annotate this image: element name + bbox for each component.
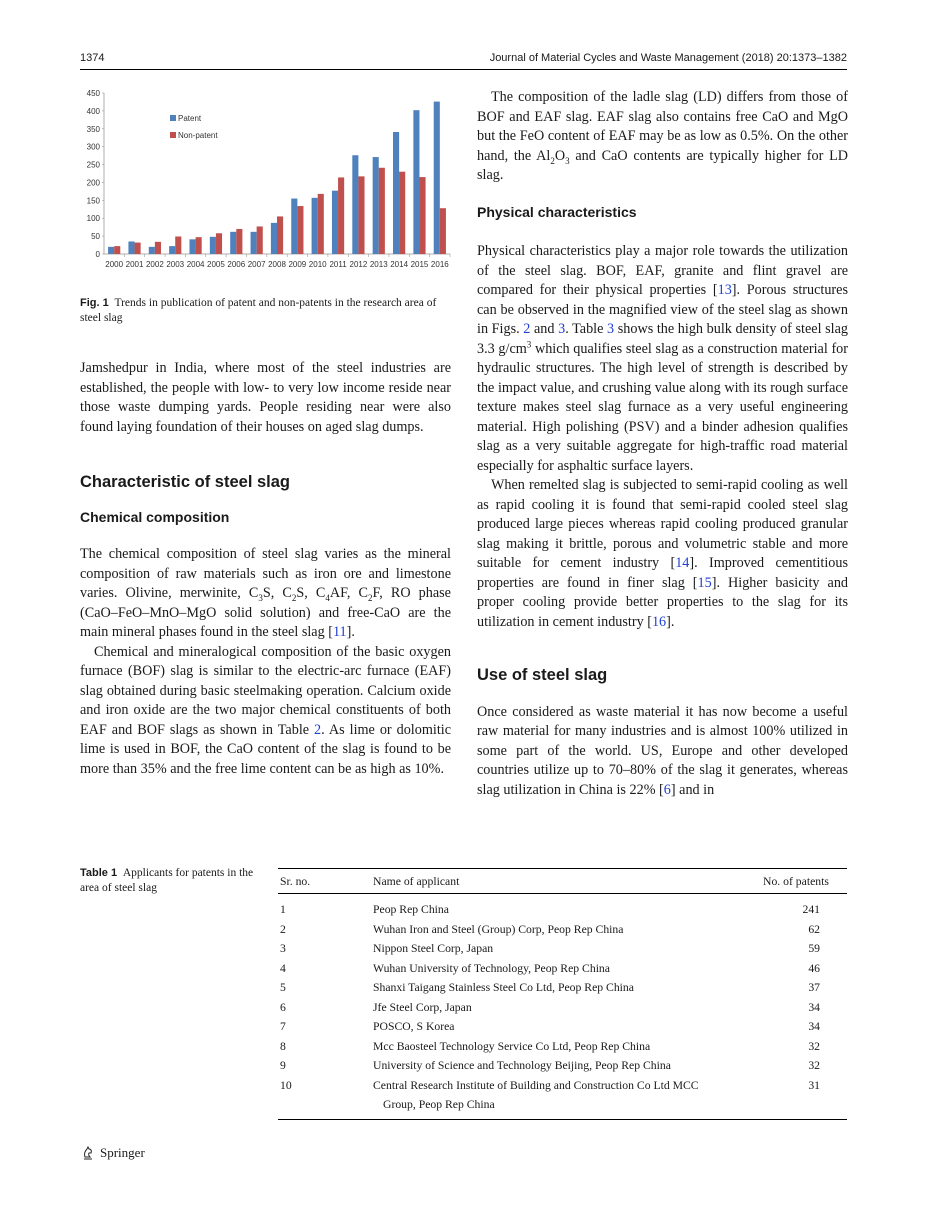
figure-2-link[interactable]: 2 [523, 321, 531, 337]
citation-link-14[interactable]: 14 [675, 555, 690, 571]
bar-non-patent-2016 [440, 208, 446, 254]
cell-applicant: POSCO, S Korea [373, 1020, 455, 1033]
x-tick-label: 2000 [105, 260, 124, 269]
cell-sr-no: 8 [280, 1039, 286, 1053]
bar-patent-2016 [434, 102, 440, 254]
bar-non-patent-2013 [379, 168, 385, 254]
bar-non-patent-2006 [236, 229, 242, 254]
bar-non-patent-2001 [135, 243, 141, 254]
table-body [278, 894, 847, 1119]
y-tick-label: 150 [86, 196, 100, 206]
cell-patent-count: 241 [802, 903, 820, 916]
bar-non-patent-2002 [155, 242, 161, 254]
bar-patent-2014 [393, 132, 399, 254]
bar-non-patent-2014 [399, 172, 405, 254]
citation-link-6[interactable]: 6 [663, 781, 671, 798]
cell-patent-count: 34 [808, 1000, 820, 1014]
bar-patent-2015 [413, 110, 419, 254]
paragraph-intro: Jamshedpur in India, where most of the steel industries are established, the people with low- to very low income reside near those waste dumping yards. People residing near were also found laying foundation of their houses on aged slag dumps. [80, 360, 451, 435]
paragraph-chemical-2: Chemical and mineralogical composition of the basic oxygen furnace (BOF) slag is similar to the electric-arc furnace (EAF) slag obtained during basic steelmaking operation. Calcium oxide and iron oxide are the two major chemical constituents of both EAF and BOF slags as shown in Table 2. As lime or dolomitic lime is used in BOF, the CaO content of the slag is found to be more than 35% and the free lime content can be as high as 10%. [80, 643, 451, 777]
bar-non-patent-2007 [257, 226, 263, 254]
y-tick-label: 0 [95, 250, 100, 259]
bar-non-patent-2011 [338, 177, 344, 254]
x-tick-label: 2008 [268, 260, 286, 269]
subsection-title-physical: Physical characteristics [477, 203, 637, 220]
bar-chart [80, 88, 452, 276]
cell-sr-no: 6 [280, 1000, 286, 1014]
x-tick-label: 2014 [390, 260, 409, 269]
x-tick-label: 2002 [145, 260, 164, 269]
citation-link-11[interactable]: 11 [332, 624, 347, 640]
x-tick-label: 2003 [166, 260, 185, 269]
bar-patent-2005 [210, 237, 216, 254]
bar-non-patent-2009 [297, 206, 303, 254]
legend-swatch-non-patent [170, 132, 176, 138]
cell-patent-count: 34 [808, 1020, 820, 1033]
cell-applicant: Mcc Baosteel Technology Service Co Ltd, Peop Rep China [373, 1039, 651, 1053]
springer-knight-icon [80, 1145, 96, 1161]
figure-3-link[interactable]: 3 [558, 321, 566, 337]
cell-applicant: Nippon Steel Corp, Japan [373, 942, 494, 955]
cell-applicant: Wuhan Iron and Steel (Group) Corp, Peop Rep China [373, 922, 624, 936]
cell-applicant: Central Research Institute of Building and Construction Co Ltd MCC Group, Peop Rep China [373, 1078, 699, 1111]
table-row [278, 1017, 847, 1037]
right-column [477, 88, 848, 800]
table-row [278, 959, 847, 979]
cell-sr-no: 9 [280, 1059, 286, 1072]
publisher-name: Springer [100, 1145, 145, 1160]
y-tick-label: 50 [91, 232, 100, 242]
bar-patent-2008 [271, 223, 277, 254]
y-tick-label: 100 [86, 214, 100, 224]
legend-label: Patent [178, 114, 202, 123]
cell-applicant: Jfe Steel Corp, Japan [373, 1000, 472, 1014]
cell-applicant: Peop Rep China [373, 903, 449, 916]
table-2-link[interactable]: 2 [314, 721, 322, 738]
header-rule [80, 69, 847, 70]
table-3-link[interactable]: 3 [607, 321, 615, 337]
table-header-row [278, 869, 847, 893]
running-header [80, 50, 847, 68]
bar-non-patent-2003 [175, 236, 181, 254]
bar-patent-2002 [149, 247, 155, 254]
cell-patent-count: 62 [808, 922, 820, 936]
cell-applicant: Shanxi Taigang Stainless Steel Co Ltd, Peop Rep China [373, 981, 634, 994]
table-row [278, 920, 847, 940]
cell-applicant: University of Science and Technology Beijing, Peop Rep China [373, 1059, 671, 1072]
cell-sr-no: 3 [280, 942, 286, 955]
x-tick-label: 2006 [227, 260, 246, 269]
applicants-table [278, 868, 847, 1120]
y-tick-label: 450 [86, 89, 100, 98]
paragraph-use: Once considered as waste material it has now become a useful raw material for many industries and is almost 100% utilized in some part of the world. US, Europe and other developed countries utilize up to 70–80% of the slag it generates, whereas slag utilization in China is 22% [6] and in [477, 703, 848, 798]
paragraph-ladle: The composition of the ladle slag (LD) differs from those of BOF and EAF slag. EAF slag also contains free CaO and MgO but the FeO content of EAF may be as low as 0.5%. On the other hand, the $Al_2O_3$ and CaO contents are typically higher for LD slag. [477, 89, 848, 183]
bar-patent-2000 [108, 247, 114, 254]
x-tick-label: 2013 [369, 260, 388, 269]
bar-non-patent-2008 [277, 216, 283, 254]
bar-non-patent-2004 [196, 237, 202, 254]
bar-patent-2012 [352, 155, 358, 254]
citation-link-16[interactable]: 16 [651, 613, 667, 630]
column-header-applicant: Name of applicant [373, 874, 460, 888]
bar-non-patent-2015 [419, 177, 425, 254]
x-tick-label: 2004 [186, 260, 205, 269]
bar-non-patent-2010 [318, 194, 324, 254]
bar-patent-2006 [230, 232, 236, 254]
journal-citation: Journal of Material Cycles and Waste Management (2018) 20:1373–1382 [489, 52, 847, 64]
legend-label: Non-patent [178, 131, 218, 140]
table-row [278, 1056, 847, 1076]
cell-sr-no: 7 [280, 1020, 286, 1033]
bar-patent-2007 [251, 232, 257, 254]
figure-caption [80, 296, 452, 326]
subsection-title-chemical: Chemical composition [80, 508, 230, 525]
bar-non-patent-2005 [216, 233, 222, 254]
y-tick-label: 350 [86, 124, 100, 134]
y-tick-label: 300 [86, 142, 100, 152]
table-label: Table 1 [80, 867, 118, 879]
table-row [278, 998, 847, 1018]
x-tick-label: 2011 [329, 260, 347, 269]
cell-sr-no: 2 [280, 922, 286, 936]
bar-patent-2011 [332, 191, 338, 254]
page-number: 1374 [80, 52, 105, 64]
bar-patent-2009 [291, 199, 297, 254]
table-caption-text: Applicants for patents in the area of steel slag [80, 867, 254, 894]
x-tick-label: 2010 [308, 260, 327, 269]
x-tick-label: 2007 [247, 260, 266, 269]
left-column [80, 359, 451, 779]
bar-patent-2010 [312, 198, 318, 254]
bar-patent-2001 [128, 241, 134, 254]
table-bottom-rule [278, 1119, 847, 1120]
x-tick-label: 2012 [349, 260, 368, 269]
x-tick-label: 2009 [288, 260, 307, 269]
x-tick-label: 2001 [125, 260, 144, 269]
table-row [278, 978, 847, 998]
paragraph-physical-1: Physical characteristics play a major role towards the utilization of the steel slag. BOF, EAF, granite and flint gravel are compared for their physical properties [13]. Porous structures can be observed in the magnified view of the steel slag as shown in Figs. 2 and 3. Table 3 shows the high bulk density of steel slag 3.3 $g/cm^3$ which qualifies steel slag as a construction material for hydraulic structures. The high level of strength is described by the impact value, and crushing value along with its rough surface texture makes steel slag furnace as a very useful engineering material. High polishing (PSV) and a binder adhesion qualifies slag as a very suitable aggregate for high-traffic road material especially for asphaltic surface layers. [477, 243, 848, 474]
x-tick-label: 2015 [410, 260, 429, 269]
x-tick-label: 2005 [207, 260, 225, 269]
bar-patent-2003 [169, 246, 175, 254]
cell-applicant: Wuhan University of Technology, Peop Rep China [373, 961, 610, 975]
bar-patent-2004 [189, 239, 195, 254]
cell-sr-no: 10 [280, 1078, 292, 1092]
y-tick-label: 400 [86, 106, 100, 116]
y-tick-label: 200 [86, 178, 100, 188]
x-tick-label: 2016 [430, 260, 449, 269]
cell-sr-no: 1 [280, 903, 286, 916]
cell-patent-count: 46 [808, 961, 820, 975]
cell-patent-count: 31 [808, 1078, 820, 1092]
legend-swatch-patent [170, 115, 176, 121]
figure-1-chart [80, 88, 452, 276]
cell-patent-count: 37 [808, 981, 820, 994]
cell-patent-count: 59 [808, 942, 820, 955]
column-header-sr-no: Sr. no. [280, 874, 311, 888]
paragraph-chemical-1: The chemical composition of steel slag varies as the mineral composition of raw materials such as iron ore and limestone varies. Olivine, merwinite, $C_3S$, $C_2S$, $C_4AF$, $C_2F$, RO phase (CaO–FeO–MnO–MgO solid solution) and free-CaO are the main mineral phases found in the steel slag [11]. [80, 546, 451, 640]
y-tick-label: 250 [86, 160, 100, 170]
bar-non-patent-2000 [114, 246, 120, 254]
cell-sr-no: 4 [280, 961, 286, 975]
footer-publisher [80, 1145, 145, 1161]
table-caption [80, 866, 255, 896]
paragraph-physical-2: When remelted slag is subjected to semi-rapid cooling as well as rapid cooling it is found that semi-rapid cooled steel slag produced large pieces whereas rapid cooling produced granular slag making it brittle, porous and volumetric stable and more suitable for cement industry [14]. Improved cementitious properties are found in finer slag [15]. Higher basicity and proper cooling provide better properties to the slag for its utilization in cement industry [16]. [477, 477, 849, 630]
cell-patent-count: 32 [808, 1059, 820, 1072]
table-row [278, 939, 847, 959]
bar-non-patent-2012 [358, 176, 364, 254]
column-header-patents: No. of patents [763, 874, 829, 888]
cell-sr-no: 5 [280, 981, 286, 994]
cell-patent-count: 32 [808, 1039, 820, 1053]
figure-caption-text: Trends in publication of patent and non-patents in the research area of steel slag [80, 297, 437, 324]
citation-link-15[interactable]: 15 [697, 574, 712, 591]
bar-patent-2013 [373, 157, 379, 254]
table-row [278, 900, 847, 920]
section-title-characteristic: Characteristic of steel slag [80, 473, 291, 491]
figure-label: Fig. 1 [80, 297, 109, 309]
section-title-use: Use of steel slag [477, 666, 608, 684]
table-row [278, 1076, 847, 1115]
table-row [278, 1037, 847, 1057]
citation-link-13[interactable]: 13 [717, 282, 732, 298]
